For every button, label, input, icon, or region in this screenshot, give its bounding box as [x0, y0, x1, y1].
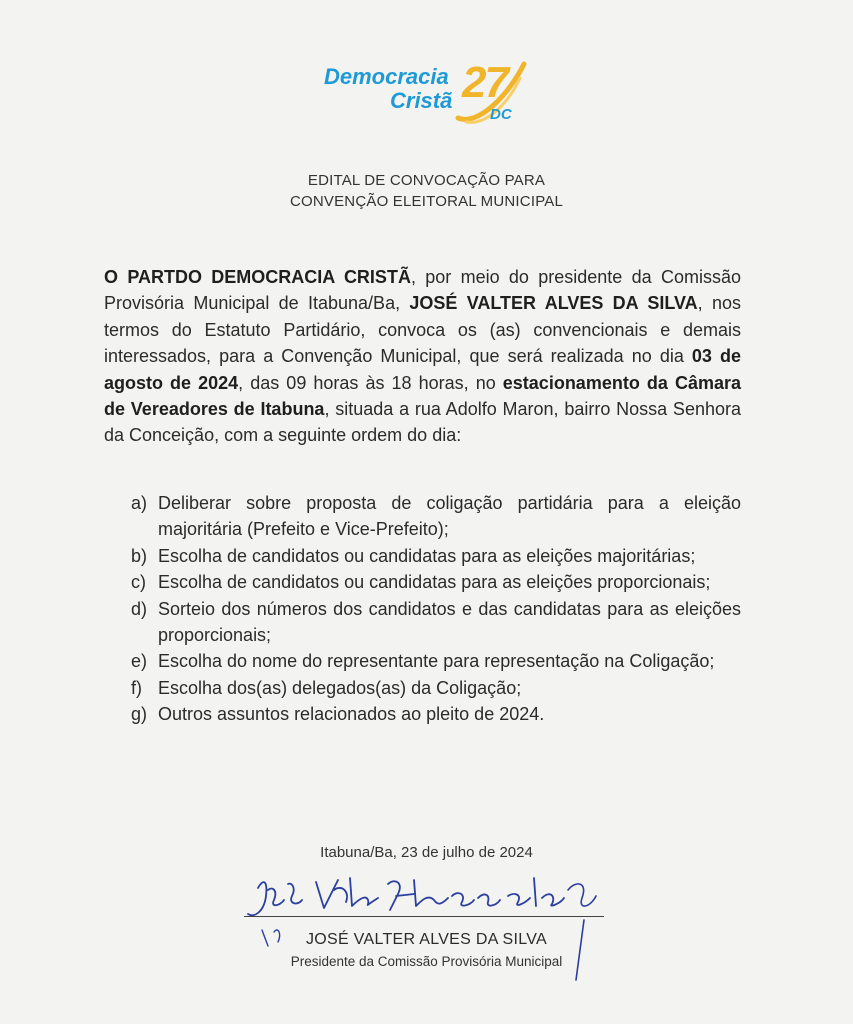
item-text: Escolha de candidatos ou candidatas para as eleições majoritárias; — [158, 545, 696, 566]
item-text: Sorteio dos números dos candidatos e das candidatas para as eleições proporcionais; — [158, 598, 741, 646]
signer-role: Presidente da Comissão Provisória Municipal — [290, 954, 563, 969]
agenda-list — [131, 490, 741, 728]
list-item — [131, 569, 741, 595]
logo-line2: Cristã — [390, 88, 453, 113]
party-name: O PARTDO DEMOCRACIA CRISTÃ — [104, 267, 411, 287]
item-text: Escolha dos(as) delegados(as) da Coligação; — [158, 677, 522, 698]
item-letter: b) — [131, 545, 148, 566]
document-title — [0, 170, 853, 212]
signer-name: JOSÉ VALTER ALVES DA SILVA — [305, 931, 548, 948]
body-text-1: , por meio do presidente da Comissão Provisória Municipal de Itabuna/Ba, — [104, 267, 741, 314]
item-text: Escolha de candidatos ou candidatas para as eleições proporcionais; — [158, 572, 711, 593]
title-line1: EDITAL DE CONVOCAÇÃO PARA — [307, 172, 546, 189]
party-logo — [320, 56, 530, 128]
place-and-date — [0, 844, 853, 861]
item-letter: c) — [131, 572, 146, 593]
item-letter: g) — [131, 704, 148, 725]
president-name: JOSÉ VALTER ALVES DA SILVA — [409, 293, 698, 314]
convocation-paragraph — [104, 264, 741, 449]
title-line2: CONVENÇÃO ELEITORAL MUNICIPAL — [289, 193, 564, 210]
list-item — [131, 596, 741, 649]
item-letter: f) — [131, 677, 142, 698]
item-letter: e) — [131, 651, 148, 672]
item-letter: a) — [131, 493, 148, 513]
list-item — [131, 543, 741, 569]
convention-date: 03 de agosto de 2024 — [104, 346, 742, 393]
body-text-3: , das 09 horas às 18 horas, no — [238, 372, 503, 393]
body-text-2: , nos termos do Estatuto Partidário, convoca os (as) convencionais e demais interessados, para a Convenção Municipal, que será realizada no dia — [104, 293, 741, 367]
list-item — [131, 490, 741, 543]
handwritten-signature — [238, 860, 618, 990]
body-text-4: , situada a rua Adolfo Maron, bairro Nossa Senhora da Conceição, com a seguinte ordem do dia: — [104, 399, 741, 446]
signature-line — [244, 916, 604, 917]
item-text: Escolha do nome do representante para representação na Coligação; — [158, 651, 715, 672]
logo-abbreviation: DC — [490, 106, 512, 123]
item-letter: d) — [131, 598, 148, 619]
item-text: Outros assuntos relacionados ao pleito de 2024. — [158, 704, 545, 725]
place-date-text: Itabuna/Ba, 23 de julho de 2024 — [320, 844, 533, 861]
list-item — [131, 675, 741, 701]
list-item — [131, 701, 741, 727]
convention-venue: estacionamento da Câmara de Vereadores de Itabuna — [104, 372, 741, 420]
list-item — [131, 648, 741, 674]
item-text: Deliberar sobre proposta de coligação partidária para a eleição majoritária (Prefeito e Vice-Prefeito); — [158, 493, 741, 540]
logo-number: 27 — [462, 58, 507, 107]
logo-line1: Democracia — [324, 64, 449, 89]
